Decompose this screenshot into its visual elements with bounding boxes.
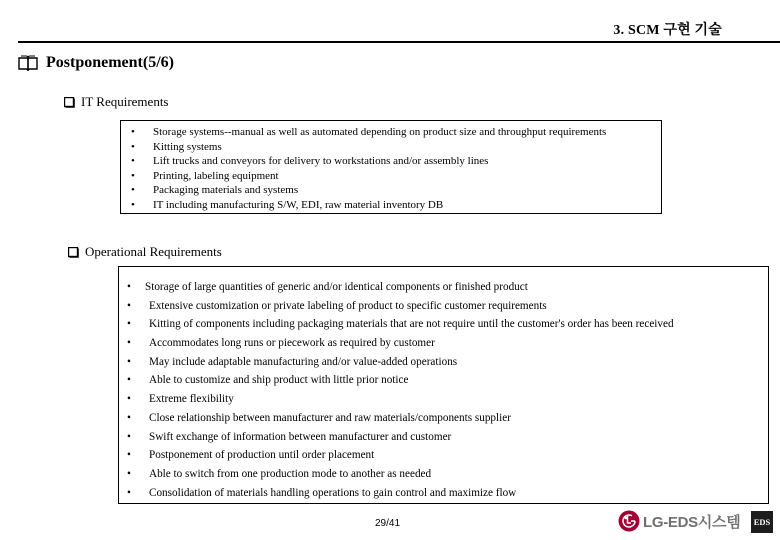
list-item <box>127 297 768 316</box>
page-title: Postponement(5/6) <box>46 54 174 71</box>
list-item <box>127 465 768 484</box>
bullet: • <box>127 374 131 387</box>
it-requirements-box <box>120 120 662 214</box>
bullet: • <box>127 411 131 424</box>
list-item-text: Accommodates long runs or piecework as required by customer <box>149 337 435 350</box>
list-item <box>131 169 661 184</box>
list-item <box>127 409 768 428</box>
list-item-text: Storage of large quantities of generic and/or identical components or finished product <box>145 281 528 293</box>
bullet: • <box>127 467 131 480</box>
section-heading-it <box>64 94 169 110</box>
list-item <box>127 390 768 409</box>
bullet: • <box>127 281 131 293</box>
bullet: • <box>127 449 131 462</box>
bullet: • <box>127 337 131 350</box>
list-item <box>127 428 768 447</box>
open-book-icon <box>18 55 38 71</box>
list-item-text: Able to switch from one production mode to another as needed <box>149 467 432 480</box>
logo-text: LG-EDS시스템 <box>643 513 741 531</box>
list-item-text: Postponement of production until order placement <box>149 449 375 462</box>
bullet: • <box>131 198 135 211</box>
bullet: • <box>131 155 135 167</box>
list-item <box>127 278 768 297</box>
list-item-text: Storage systems--manual as well as automated depending on product size and throughput requirements <box>153 126 607 138</box>
list-item <box>131 125 661 140</box>
list-item <box>127 446 768 465</box>
list-item-text: Kitting of components including packaging materials that are not require until the customer's order has been received <box>149 318 674 331</box>
header-title: 3. SCM 구현 기술 <box>613 23 722 38</box>
list-item-text: Packaging materials and systems <box>153 184 299 196</box>
list-item-text: Kitting systems <box>153 140 222 153</box>
list-item-text: Printing, labeling equipment <box>153 169 279 182</box>
section-heading-operational <box>68 244 222 260</box>
list-item-text: Extensive customization or private labeling of product to specific customer requirements <box>149 299 547 312</box>
bullet: • <box>127 430 131 443</box>
list-item <box>131 198 661 213</box>
bullet: • <box>127 355 131 368</box>
hollow-square-icon <box>68 247 79 258</box>
bullet: • <box>131 126 135 138</box>
list-item <box>127 371 768 390</box>
bullet: • <box>131 184 135 196</box>
list-item <box>127 353 768 372</box>
eds-badge: EDS <box>751 511 773 533</box>
list-item <box>131 154 661 169</box>
bullet: • <box>131 169 135 182</box>
operational-requirements-list <box>127 278 768 502</box>
list-item-text: Swift exchange of information between manufacturer and customer <box>149 430 452 443</box>
bullet: • <box>127 318 131 331</box>
list-item-text: Able to customize and ship product with little prior notice <box>149 374 409 387</box>
it-requirements-list <box>131 125 661 212</box>
company-logo <box>618 510 740 532</box>
list-item-text: Close relationship between manufacturer and raw materials/components supplier <box>149 411 511 424</box>
list-item <box>131 140 661 155</box>
header-divider <box>18 41 780 43</box>
section-heading-label: Operational Requirements <box>85 244 222 259</box>
list-item <box>131 183 661 198</box>
section-heading-label: IT Requirements <box>81 94 169 109</box>
list-item-text: Extreme flexibility <box>149 393 234 406</box>
hollow-square-icon <box>64 97 75 108</box>
operational-requirements-box <box>118 266 769 504</box>
bullet: • <box>127 299 131 312</box>
page-number: 29/41 <box>375 518 401 529</box>
list-item-text: IT including manufacturing S/W, EDI, raw material inventory DB <box>153 198 444 211</box>
list-item-text: Lift trucks and conveyors for delivery to workstations and/or assembly lines <box>153 155 489 167</box>
lg-face-icon <box>618 510 640 532</box>
list-item-text: May include adaptable manufacturing and/or value-added operations <box>149 355 458 368</box>
bullet: • <box>127 393 131 406</box>
bullet: • <box>127 486 131 499</box>
list-item <box>127 334 768 353</box>
list-item-text: Consolidation of materials handling operations to gain control and maximize flow <box>149 486 517 499</box>
list-item <box>127 484 768 503</box>
list-item <box>127 315 768 334</box>
page-title-row <box>18 54 174 72</box>
bullet: • <box>131 140 135 153</box>
